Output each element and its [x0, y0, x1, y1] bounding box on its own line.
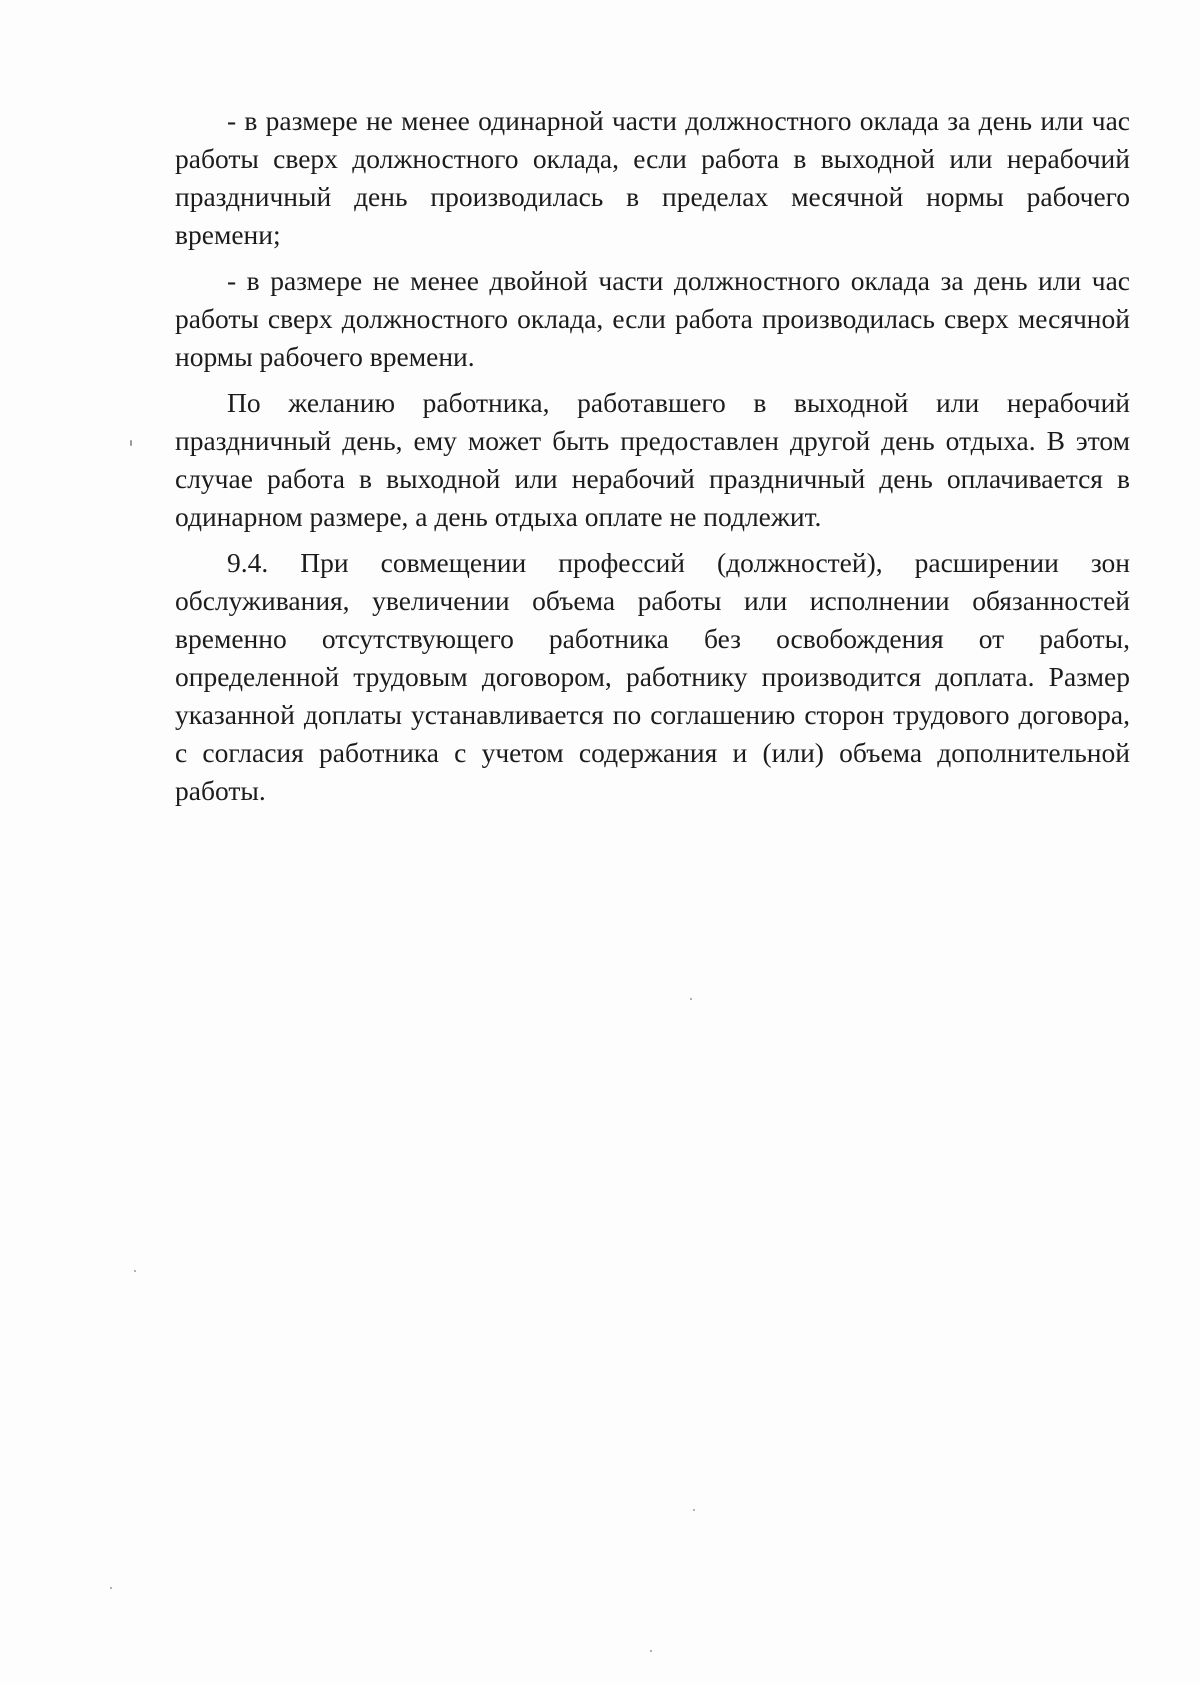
scan-speck	[693, 1509, 695, 1511]
scan-speck	[134, 1270, 136, 1272]
scan-speck	[110, 1587, 112, 1589]
scan-speck	[690, 998, 692, 1000]
document-body	[175, 102, 1130, 810]
paragraph-single-rate: - в размере не менее одинарной части должностного оклада за день или час работы сверх должностного оклада, если работа в выходной или нерабочий праздничный день производилась в пределах месячной нормы рабочего времени;	[175, 105, 1130, 250]
paragraph-day-off: По желанию работника, работавшего в выходной или нерабочий праздничный день, ему может быть предоставлен другой день отдыха. В этом случае работа в выходной или нерабочий праздничный день оплачивается в одинарном размере, а день отдыха оплате не подлежит.	[175, 387, 1130, 532]
scan-speck	[130, 440, 132, 446]
paragraph-double-rate: - в размере не менее двойной части должностного оклада за день или час работы сверх должностного оклада, если работа производилась сверх месячной нормы рабочего времени.	[175, 265, 1130, 372]
scan-speck	[650, 1650, 652, 1652]
paragraph-9-4-combination: 9.4. При совмещении профессий (должностей), расширении зон обслуживания, увеличении объема работы или исполнении обязанностей временно отсутствующего работника без освобождения от работы, определенной трудовым договором, работнику производится доплата. Размер указанной доплаты устанавливается по соглашению сторон трудового договора, с согласия работника с учетом содержания и (или) объема дополнительной работы.	[175, 547, 1130, 806]
